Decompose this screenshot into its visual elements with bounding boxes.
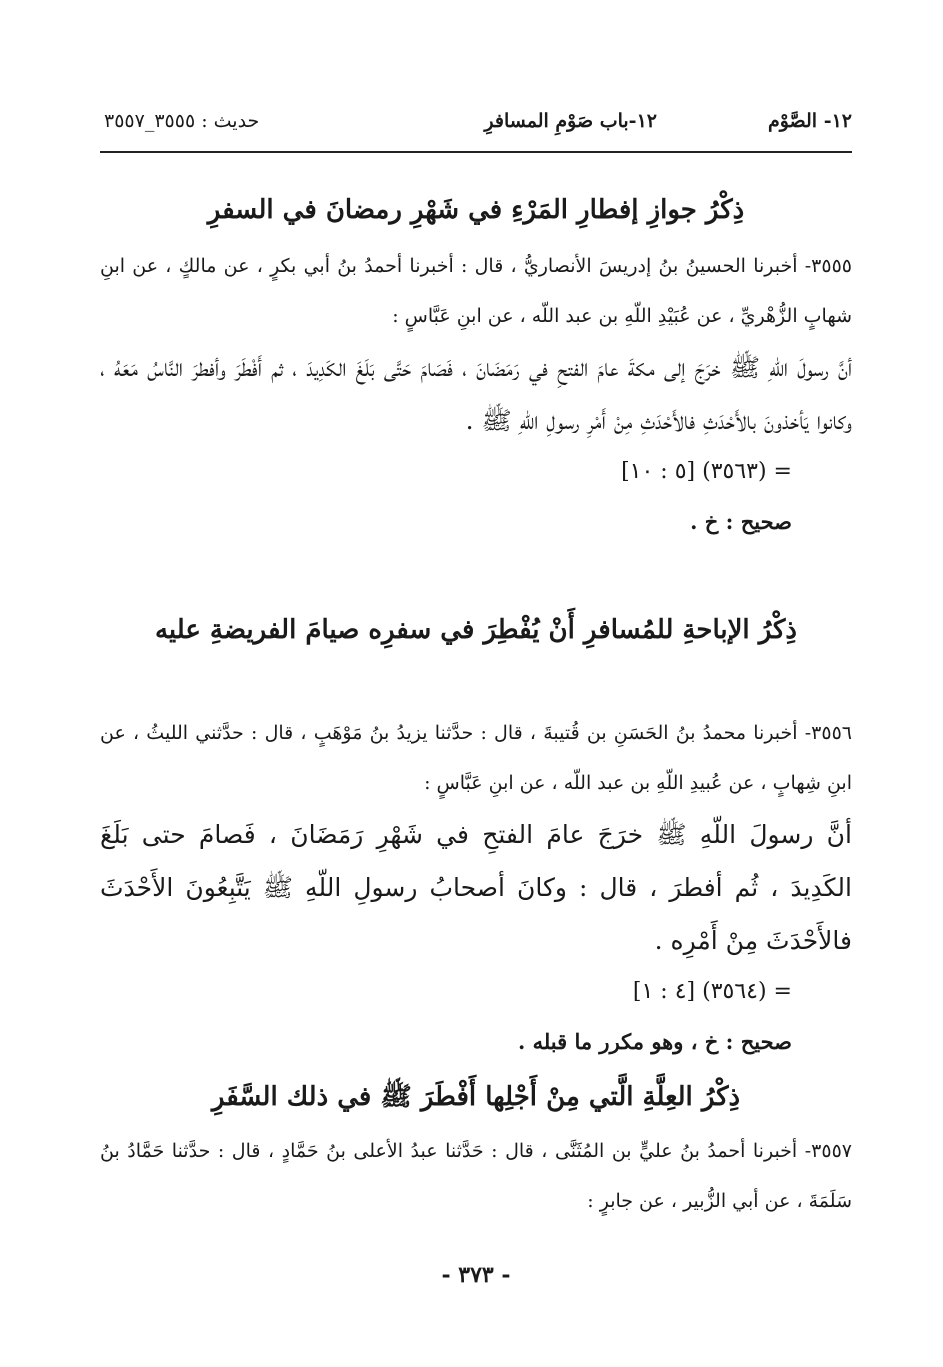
section-heading — [100, 604, 852, 656]
running-head-chapter: ١٢-باب صَوْمِ المسافرِ — [484, 110, 657, 132]
running-head-book: ١٢- الصَّوْم — [767, 110, 852, 132]
hadith-isnad: ٣٥٥٧- أخبرنا أحمدُ بنُ عليٍّ بن المُثَنَّى ، قال : حَدَّثنا عبدُ الأعلى بنُ حَمَّادٍ ، قال : حدَّثنا حَمَّادُ بنُ سَلَمَةَ ، عن أبي الزُّبير ، عن جابرٍ : — [100, 1140, 852, 1212]
hadith-isnad: ٣٥٥٥- أخبرنا الحسينُ بنُ إدريسَ الأنصاريُّ ، قال : أخبرنا أحمدُ بنُ أبي بكرٍ ، عن مالكٍ ، عن ابنِ شهابٍ الزُّهْريِّ ، عن عُبَيْدِ اللّهِ بن عبد اللّه ، عن ابنِ عَبَّاسٍ : — [100, 255, 852, 327]
heading-text: ذِكْرُ الإباحةِ للمُسافرِ أَنْ يُفْطِرَ في سفرِه صيامَ الفريضةِ عليه — [154, 615, 798, 645]
hadith-reference: = (٣٥٦٣) [٥ : ١٠] — [621, 459, 792, 484]
hadith-isnad: ٣٥٥٦- أخبرنا محمدُ بنُ الحَسَنِ بن قُتيبةَ ، قال : حدَّثنا يزيدُ بنُ مَوْهَبٍ ، قال : حدَّثني الليثُ ، عن ابنِ شِهابٍ ، عن عُبيدِ اللّهِ بن عبد اللّه ، عن ابنِ عَبَّاسٍ : — [100, 722, 852, 794]
hadith-3557 — [100, 1126, 852, 1226]
hadith-grade: صحيح : خ . — [690, 509, 792, 534]
page-number: - ٣٧٣ - — [441, 1262, 511, 1288]
hadith-matn: أنَّ رسولَ اللّهِ ﷺ خرَجَ عامَ الفتحِ في شَهْرِ رَمَضَانَ ، فَصامَ حتى بَلَغَ الكَدِيدَ ، ثُم أفطرَ ، قال : وكانَ أصحابُ رسولِ اللّهِ ﷺ يَتَّبِعُونَ الأَحْدَثَ فالأَحْدَثَ مِنْ أَمْرِه . — [100, 820, 852, 955]
hadith-grade: صحيح : خ ، وهو مكرر ما قبله . — [517, 1029, 792, 1054]
header-divider — [100, 151, 852, 153]
section-heading — [100, 184, 852, 236]
heading-text: ذِكْرُ العِلَّةِ الَّتي مِنْ أَجْلِها أَفْطَرَ ﷺ في ذلك السَّفَرِ — [211, 1082, 741, 1112]
hadith-reference: = (٣٥٦٤) [٤ : ١] — [632, 979, 792, 1004]
book-page — [100, 96, 852, 1316]
hadith-3555 — [100, 241, 852, 547]
heading-text: ذِكْرُ جوازِ إفطارِ المَرْءِ في شَهْرِ رمضانَ في السفرِ — [207, 195, 745, 225]
running-head-hadith-range: حديث : ٣٥٥٥_٣٥٥٧ — [104, 110, 260, 132]
hadith-matn: أنَّ رسولَ اللّهِ ﷺ خرَجَ إلى مكةَ عامَ الفتحِ في رَمَضَانَ ، فَصَامَ حَتَّى بَلَغَ الكَدِيدَ ، ثم أَفْطَرَ وأفطرَ النَّاسُ مَعَهُ ، وكانوا يَأخذونَ بالأَحْدَثِ فالأَحْدَثِ مِنْ أَمْرِ رسولِ اللّهِ ﷺ . — [100, 353, 852, 435]
running-head — [100, 110, 852, 142]
hadith-3556 — [100, 708, 852, 1067]
section-heading — [100, 1071, 852, 1123]
